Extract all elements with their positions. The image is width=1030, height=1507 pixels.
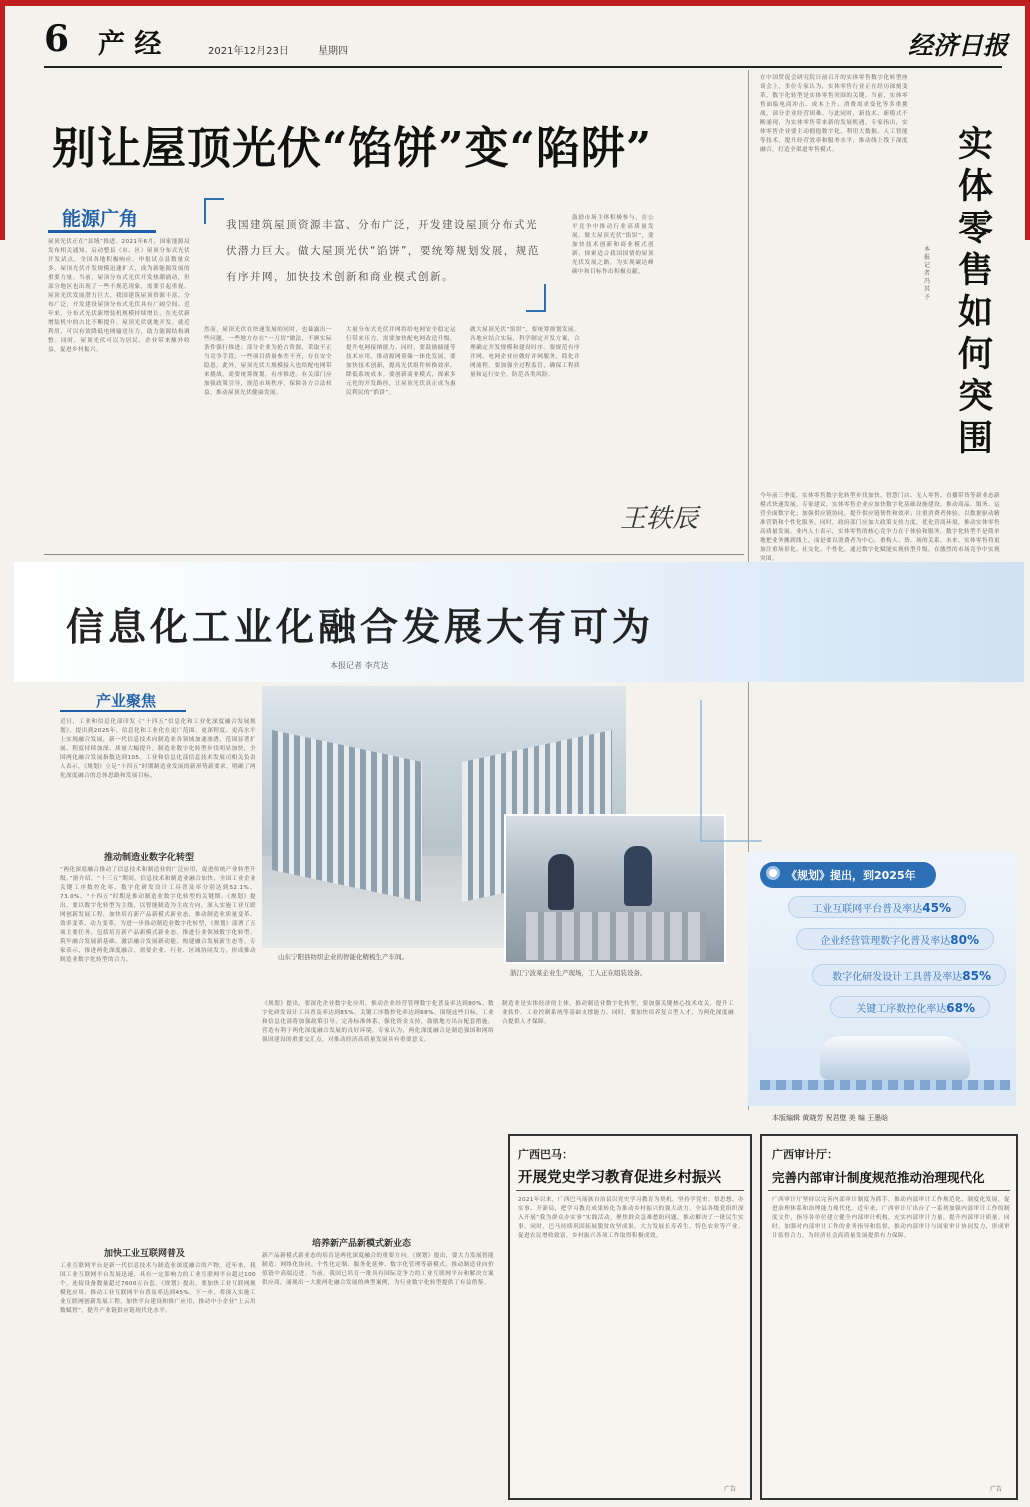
- feature-text-col1c: 工业互联网平台是新一代信息技术与制造业深度融合的产物。近年来，我国工业互联网平台发展迅速，具有一定影响力的工业互联网平台超过100个，连接设备数量超过7600万台套。《规划》提出，要加快工业互联网规模化应用，推动工业互联网平台普及率达到45%。下一步，将深入实施工业互联网创新发展工程，加快平台建设和推广应用，推动中小企业“上云用数赋智”，提升产业链供应链现代化水平。: [60, 1263, 256, 1314]
- infographic-item-4-value: 68%: [946, 1001, 975, 1015]
- feature-headline: 信息化工业化融合发展大有可为: [66, 604, 655, 649]
- article2-headline: 实体零售如何突围: [958, 124, 994, 459]
- infographic-item-2: [796, 928, 994, 950]
- article1-text-col5: 鼓励市场主体积极参与，在公平竞争中推动行业高质量发展。做大屋顶光伏“馅饼”，要加快技术创新和商业模式创新，探索适合我国国情的屋顶光伏发展之路，为实现碳达峰碳中和目标作出积极贡献。: [572, 215, 654, 275]
- quote-bracket-left: [204, 198, 206, 224]
- infographic-item-4: [830, 996, 990, 1018]
- infographic-item-1-value: 45%: [922, 901, 951, 915]
- infographic-item-1: [788, 896, 966, 918]
- article2-text-top: 在中国贸促会研究院日前召开的实体零售数字化转型座谈会上，多位专家认为，实体零售行业正在经历深刻变革，数字化转型是实体零售突围的关键。当前，实体零售面临电商冲击、成本上升、消费需求变化等多重挑战，部分企业经营困难。与此同时，新技术、新模式不断涌现，为实体零售带来新的发展机遇。专家指出，实体零售企业要主动拥抱数字化，利用大数据、人工智能等技术，提升经营效率和服务水平，推动线上线下深度融合，打造全渠道零售模式。: [760, 75, 908, 153]
- photo1-caption: 山东宁阳县纺织企业的智能化精梳生产车间。: [278, 953, 408, 961]
- page-border-left: [0, 0, 5, 240]
- feature-subhead-1: 推动制造业数字化转型: [104, 853, 195, 863]
- feature-column-tag: 产业聚焦: [96, 692, 157, 710]
- feature-text-col1a: 近日，工业和信息化部印发《“十四五”信息化和工业化深度融合发展规划》，提出到2025年，信息化和工业化在更广范围、更深程度、更高水平上实现融合发展，新一代信息技术向制造业各领域加速渗透，范围显著扩展、程度持续加深、质量大幅提升，制造业数字化转型步伐明显加快，全国两化融合发展指数达到105。工业和信息化部信息技术发展司相关负责人表示，《规划》立足“十四五”时期制造业发展的新形势新要求，明确了两化深度融合的总体思路和发展目标。: [60, 719, 256, 779]
- brief2-headline: 完善内部审计制度规范推动治理现代化: [772, 1170, 985, 1185]
- infographic-item-2-label: 企业经营管理数字化普及率达: [820, 936, 951, 947]
- quote-bracket-right: [544, 284, 546, 312]
- article1-headline: 别让屋顶光伏“馅饼”变“陷阱”: [52, 123, 653, 174]
- infographic-header-dot: [766, 866, 780, 880]
- infographic-car-illustration: [820, 1036, 970, 1080]
- column-tag-underline: [48, 230, 156, 233]
- feature-byline: 本报记者 李芃达: [330, 661, 389, 670]
- article1-text-col4: 做大屋顶光伏“馅饼”，要统筹规划发展。各地应结合实际，科学制定开发方案，合理确定开发规模和建设时序。要规范有序并网，电网企业应做好并网服务，简化并网流程。要加强全过程监管，确保工程质量和运行安全，防范各类风险。: [470, 327, 580, 378]
- article1-column-tag: 能源广角: [62, 208, 139, 230]
- brief2-footer: 广告: [990, 1486, 1003, 1493]
- brief1-text: 2021年以来，广西巴马瑶族自治县以党史学习教育为契机，坚持学党史、悟思想、办实事、开新局，把学习教育成果转化为推动乡村振兴的强大动力。全县各级党组织深入开展“我为群众办实事”实践活动，聚焦群众急难愁盼问题，推动解决了一批民生实事。同时，巴马持续巩固拓展脱贫攻坚成果，大力发展长寿养生、特色农业等产业，促进农民增收致富，乡村振兴各项工作取得积极成效。: [518, 1197, 744, 1239]
- page-credits: 本版编辑 黄晓芳 祝君壁 美 编 王墨晗: [772, 1114, 889, 1122]
- section-name: 产 经: [98, 29, 162, 60]
- brief2-text: 广西审计厅坚持以完善内部审计制度为抓手，推动内部审计工作规范化、制度化发展，促进治理体系和治理能力现代化。近年来，广西审计厅出台了一系列加强内部审计工作的制度文件，指导各单位建立健全内部审计机构，充实内部审计力量，提升内部审计质量。同时，加强对内部审计工作的业务指导和监督，推动内部审计与国家审计协同发力，形成审计监督合力，为经济社会高质量发展提供有力保障。: [772, 1197, 1010, 1239]
- article1-text-col1: 屋顶光伏正在“县域”推进。2021年6月，国家能源局发布相关通知，启动整县（市、区）屋顶分布式光伏开发试点，全国各地积极响应，申报试点县数量众多。屋顶光伏开发规模迅速扩大，成为新能源发展的重要力量。当前，屋顶分布式光伏开发热潮涌动，但部分地区也出现了一些不规范现象，需要引起重视。屋顶光伏发展潜力巨大，我国建筑屋顶资源丰富、分布广泛，开发建设屋顶分布式光伏具有广阔空间。近年来，分布式光伏新增装机规模持续增长，在光伏新增装机中的占比不断提升。屋顶光伏就地开发、就近利用，可以有效降低电网输送压力，助力能源结构调整。同时，屋顶光伏可以为居民、企业带来额外收益，促进乡村振兴。: [48, 239, 190, 353]
- feature-subhead-2: 加快工业互联网普及: [104, 1249, 186, 1259]
- article1-quote: 我国建筑屋顶资源丰富、分布广泛，开发建设屋顶分布式光伏潜力巨大。做大屋顶光伏“馅饼”，要统筹规划发展，规范有序并网，加快技术创新和商业模式创新。: [226, 219, 540, 283]
- page-border-top: [0, 0, 1030, 6]
- quote-bracket-bottom: [526, 310, 546, 312]
- article1-author-signature: 王轶辰: [620, 504, 699, 534]
- article1-text-col3: 大量分布式光伏并网将给电网安全稳定运行带来压力，需要加快配电网改造升级，提升电网接纳能力。同时，要鼓励储能等技术应用，推动源网荷储一体化发展。要加快技术创新，提高光伏组件转换效率，降低系统成本。要创新商业模式，探索多元化的开发路径，让屋顶光伏真正成为惠民利民的“馅饼”。: [346, 327, 456, 396]
- decor-circuit-right: [700, 700, 762, 842]
- feature-text-col3: 制造业是实体经济的主体，推动制造业数字化转型，要加强关键核心技术攻关，提升工业软件、工业控制系统等基础支撑能力。同时，要加快培养复合型人才，为两化深度融合提供人才保障。: [502, 1001, 734, 1025]
- photo-worker-2: [624, 846, 652, 906]
- feature-text-col2b: 新产品新模式新业态的培育是两化深度融合的重要方向。《规划》提出，要大力发展智能制造、网络化协同、个性化定制、服务化延伸、数字化管理等新模式，推动制造业向价值链中高端迈进。当前，我国已培育一批具有国际竞争力的工业互联网平台和解决方案供应商，涌现出一大批两化融合发展的典型案例，为行业数字化转型提供了有益借鉴。: [262, 1253, 494, 1286]
- brief1-rule: [516, 1190, 744, 1191]
- brief2-rule: [768, 1190, 1010, 1191]
- infographic-item-1-label: 工业互联网平台普及率达: [812, 904, 923, 915]
- article2-text-bottom: 今年前三季度，实体零售数字化转型步伐加快，智慧门店、无人零售、直播带货等新业态新模式快速发展。专家建议，实体零售企业应加快数字化基础设施建设，推动商品、服务、运营全面数字化；加强供应链协同，提升供应链韧性和效率；注重消费者体验，以数据驱动精准营销和个性化服务。同时，政府部门应加大政策支持力度，优化营商环境，推动实体零售高质量发展。业内人士表示，实体零售的核心竞争力在于体验和服务，数字化转型不是简单地把业务搬到线上，而是要以消费者为中心，重构人、货、场的关系。未来，实体零售将更加注重场景化、社交化、个性化，通过数字化赋能实现转型升级，在激烈的市场竞争中实现突围。: [760, 493, 1000, 562]
- article2-byline: 本报记者 冯其予: [924, 246, 931, 301]
- photo-equipment: [526, 912, 706, 960]
- infographic-item-2-value: 80%: [950, 933, 979, 947]
- article1-text-col2: 然而，屋顶光伏在快速发展的同时，也暴露出一些问题。一些地方存在“一刀切”做法，不顾实际条件强行推进；部分企业为抢占资源，采取不正当竞争手段；一些项目质量参差不齐，存在安全隐患。此外，屋顶光伏大规模接入也给配电网带来挑战，需要统筹规划，有序推进。有关部门应加强政策引导，规范市场秩序，保障各方合法权益，推动屋顶光伏健康发展。: [204, 327, 332, 396]
- infographic-item-3-value: 85%: [962, 969, 991, 983]
- paper-name-logo: 经济日报: [908, 31, 1009, 60]
- workshop-photo: [504, 814, 726, 964]
- brief2-region: 广西审计厅：: [772, 1148, 838, 1161]
- feature-text-col1b: “两化深度融合推动了信息技术和制造业的广泛应用，促进传统产业转型升级。”据介绍，“十三五”期间，信息技术和制造业融合加快，全国工业企业关键工序数控化率、数字化研发设计工具普及率分别达到52.1%、73.0%。“十四五”时期是推动制造业数字化转型的关键期。《规划》提出，要以数字化转型为主线，以智能制造为主攻方向，深入实施工业互联网创新发展工程，加快培育新产品新模式新业态，推动制造业质量变革、效率变革、动力变革。为进一步推动制造业数字化转型，《规划》部署了五项主要任务，包括培育新产品新模式新业态、推进行业领域数字化转型、筑牢融合发展新基础、激活融合发展新动能、构建融合发展新生态等。专家表示，推进两化深度融合，需要企业、行业、区域协同发力，形成推动制造业数字化转型的合力。: [60, 867, 256, 963]
- infographic-header: 《规划》提出，到2025年: [786, 869, 916, 882]
- infographic-conveyor: [760, 1080, 1010, 1090]
- masthead-rule: [44, 66, 1002, 68]
- infographic-item-3-label: 数字化研发设计工具普及率达: [832, 972, 963, 983]
- brief1-headline: 开展党史学习教育促进乡村振兴: [518, 1170, 721, 1186]
- infographic-item-3: [812, 964, 1006, 986]
- feature-subhead-3: 培养新产品新模式新业态: [312, 1239, 412, 1249]
- brief1-region: 广西巴马：: [518, 1148, 573, 1161]
- photo2-caption: 浙江宁波某企业生产现场，工人正在组装设备。: [510, 969, 647, 977]
- page-number: 6: [44, 18, 70, 60]
- feature-tag-underline: [60, 710, 186, 712]
- article1-bottom-rule: [44, 554, 744, 555]
- infographic-item-4-label: 关键工序数控化率达: [856, 1004, 947, 1015]
- brief1-footer: 广告: [724, 1486, 737, 1493]
- page-border-right: [1025, 0, 1030, 240]
- issue-date: 2021年12月23日: [208, 46, 289, 57]
- feature-text-col2: 《规划》提出，要深化企业数字化应用，推动企业经营管理数字化普及率达到80%、数字化研发设计工具普及率达到85%、关键工序数控化率达到68%。围绕这些目标，工业和信息化部将加强政策引导，完善标准体系，强化资金支持，鼓励地方出台配套措施，营造有利于两化深度融合发展的良好环境。专家认为，两化深度融合是制造强国和网络强国建设的重要交汇点，对推动经济高质量发展具有重要意义。: [262, 1001, 494, 1043]
- photo-worker-1: [548, 854, 574, 910]
- issue-weekday: 星期四: [318, 46, 348, 57]
- quote-bracket-top: [204, 198, 224, 200]
